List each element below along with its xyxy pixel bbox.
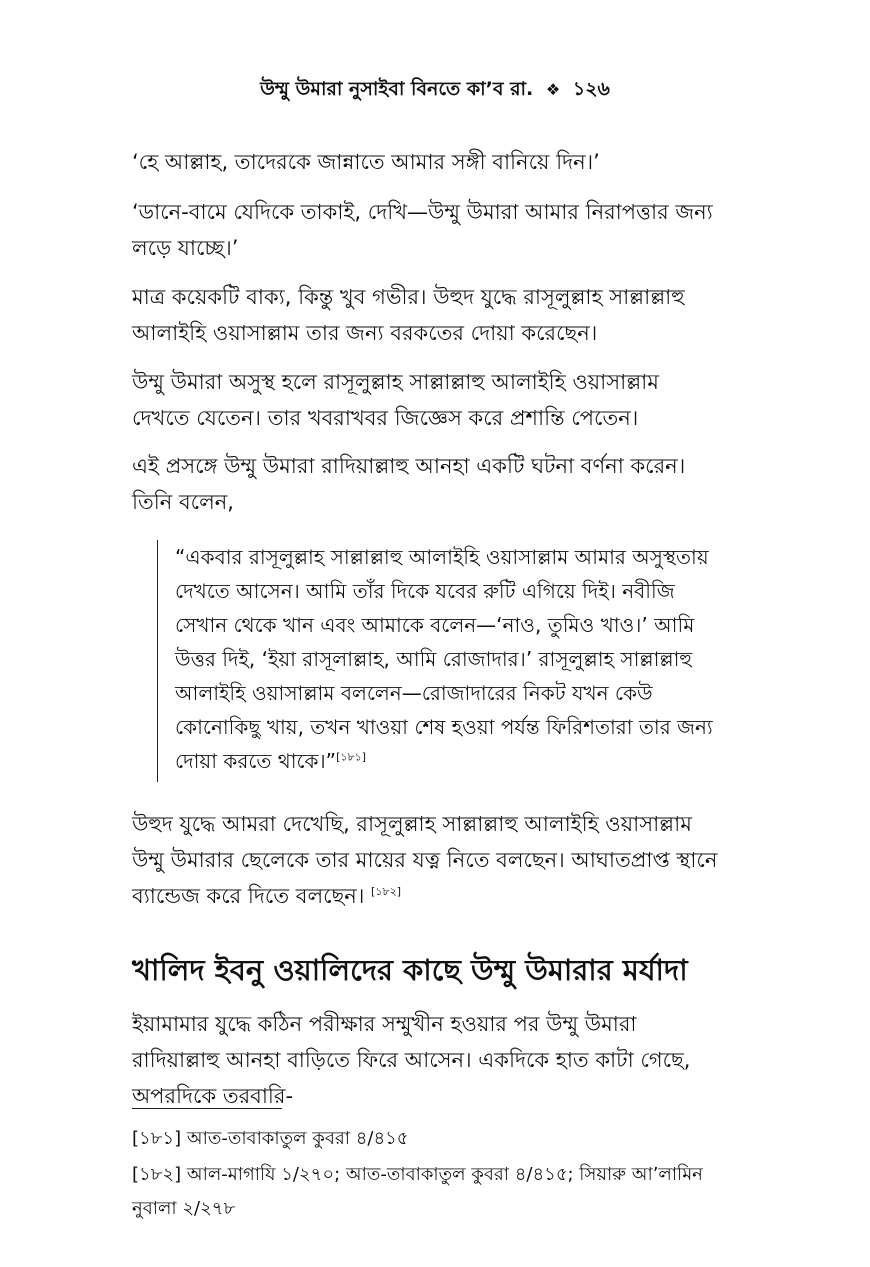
footnote-text: আত-তাবাকাতুল কুবরা ৪/৪১৫ <box>186 1128 409 1149</box>
quote-body: “একবার রাসূলুল্লাহ সাল্লাল্লাহু আলাইহি ওয়াসাল্লাম আমার অসুস্থতায় দেখতে আসেন। আমি তাঁর দিকে যবের রুটি এগিয়ে দিই। নবীজি সেখান থেকে খান এবং আমাকে বলেন—‘নাও, তুমিও খাও।’ আমি উত্তর দিই, ‘ইয়া রাসূলাল্লাহ, আমি রোজাদার।’ রাসূলুল্লাহ সাল্লাল্লাহু আলাইহি ওয়াসাল্লাম বললেন—রোজাদারের নিকট যখন কেউ কোনোকিছু খায়, তখন খাওয়া শেষ হওয়া পর্যন্ত ফিরিশতারা তার জন্য দোয়া করতে থাকে।” <box>175 545 713 773</box>
running-head-title: উম্মু উমারা নুসাইবা বিনতে কা’ব রা. <box>260 78 534 100</box>
paragraph-after-quote-text: উহুদ যুদ্ধে আমরা দেখেছি, রাসূলুল্লাহ সাল্লাল্লাহু আলাইহি ওয়াসাল্লাম উম্মু উমারার ছেলেকে তার মায়ের যত্ন নিতে বলছেন। আঘাতপ্রাপ্ত স্থানে ব্যান্ডেজ করে দিতে বলছেন। <box>132 812 718 908</box>
paragraph-2: ‘ডানে-বামে যেদিকে তাকাই, দেখি—উম্মু উমারা আমার নিরাপত্তার জন্য লড়ে যাচ্ছে।’ <box>132 200 713 260</box>
blockquote <box>157 540 723 782</box>
page-number: ১২৬ <box>572 78 610 100</box>
section-paragraph: ইয়ামামার যুদ্ধে কঠিন পরীক্ষার সম্মুখীন হওয়ার পর উম্মু উমারা রাদিয়াল্লাহু আনহা বাড়িতে ফিরে আসেন। একদিকে হাত কাটা গেছে, অপরদিকে তরবারি- <box>132 1012 691 1108</box>
footnote-ref-181[interactable]: [১৮১] <box>336 750 367 764</box>
footnote-text: আল-মাগাযি ১/২৭০; আত-তাবাকাতুল কুবরা ৪/৪১৫; সিয়ারু আ’লামিন নুবালা ২/২৭৮ <box>132 1164 703 1219</box>
running-head <box>0 76 870 103</box>
footnote-marker: [১৮১] <box>132 1128 182 1149</box>
paragraph-after-quote <box>132 806 722 914</box>
paragraph-5: এই প্রসঙ্গে উম্মু উমারা রাদিয়াল্লাহু আনহা একটি ঘটনা বর্ণনা করেন। তিনি বলেন, <box>132 454 686 514</box>
paragraph-3: মাত্র কয়েকটি বাক্য, কিন্তু খুব গভীর। উহুদ যুদ্ধে রাসূলুল্লাহ সাল্লাল্লাহু আলাইহি ওয়াসাল্লাম তার জন্য বরকতের দোয়া করেছেন। <box>132 285 685 345</box>
section-heading: খালিদ ইবনু ওয়ালিদের কাছে উম্মু উমারার মর্যাদা <box>132 953 688 987</box>
paragraph-4: উম্মু উমারা অসুস্থ হলে রাসূলুল্লাহ সাল্লাল্লাহু আলাইহি ওয়াসাল্লাম দেখতে যেতেন। তার খবরাখবর জিজ্ঞেস করে প্রশান্তি পেতেন। <box>132 370 659 430</box>
footnote-181 <box>132 1122 722 1156</box>
ornament-icon: ❖ <box>545 80 561 99</box>
footnote-marker: [১৮২] <box>132 1164 182 1185</box>
footnote-182 <box>132 1158 722 1226</box>
footnote-divider <box>132 1108 282 1109</box>
paragraph-1: ‘হে আল্লাহ, তাদেরকে জান্নাতে আমার সঙ্গী বানিয়ে দিন।’ <box>132 150 600 174</box>
footnote-ref-182[interactable]: [১৮২] <box>371 885 402 898</box>
blockquote-text <box>158 540 723 778</box>
